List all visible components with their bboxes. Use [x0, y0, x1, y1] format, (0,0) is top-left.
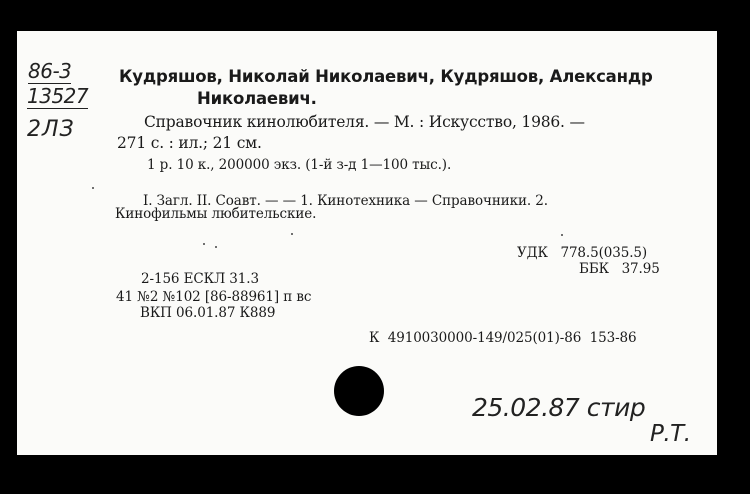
- code-line4: К 4910030000-149/025(01)-86 153-86: [369, 330, 637, 346]
- handwritten-note-3: 2ЛЗ: [27, 117, 75, 142]
- udk-number: УДК 778.5(035.5): [517, 245, 648, 261]
- code-line1: 2-156 ЕСКЛ 31.3: [141, 271, 259, 287]
- speck: [561, 234, 563, 236]
- handwritten-note-2: 13527: [27, 84, 89, 108]
- bbk-number: ББК 37.95: [579, 261, 660, 277]
- author-heading-line2: Николаевич.: [197, 89, 317, 108]
- tracing-line1: I. Загл. II. Соавт. — — 1. Кинотехника — Справочники. 2.: [143, 193, 548, 209]
- code-line3: ВКП 06.01.87 К889: [140, 305, 276, 321]
- price-circulation-line: 1 р. 10 к., 200000 экз. (1-й з-д 1—100 тыс.).: [147, 157, 452, 173]
- speck: [215, 246, 217, 248]
- punch-hole: [334, 366, 384, 416]
- speck: [92, 187, 94, 189]
- tracing-line2: Кинофильмы любительские.: [115, 206, 317, 222]
- speck: [291, 233, 293, 235]
- handwritten-date: 25.02.87 стир: [472, 393, 646, 422]
- title-line1: Справочник кинолюбителя. — М. : Искусство, 1986. —: [144, 113, 585, 131]
- code-line2: 41 №2 №102 [86-88961] п вс: [116, 289, 312, 305]
- title-line2: 271 с. : ил.; 21 см.: [117, 134, 262, 152]
- author-heading-line1: Кудряшов, Николай Николаевич, Кудряшов, Александр: [119, 67, 653, 86]
- handwritten-note-1: 86-3: [28, 59, 72, 83]
- speck: [203, 243, 205, 245]
- handwritten-initials: Р.Т.: [650, 421, 691, 447]
